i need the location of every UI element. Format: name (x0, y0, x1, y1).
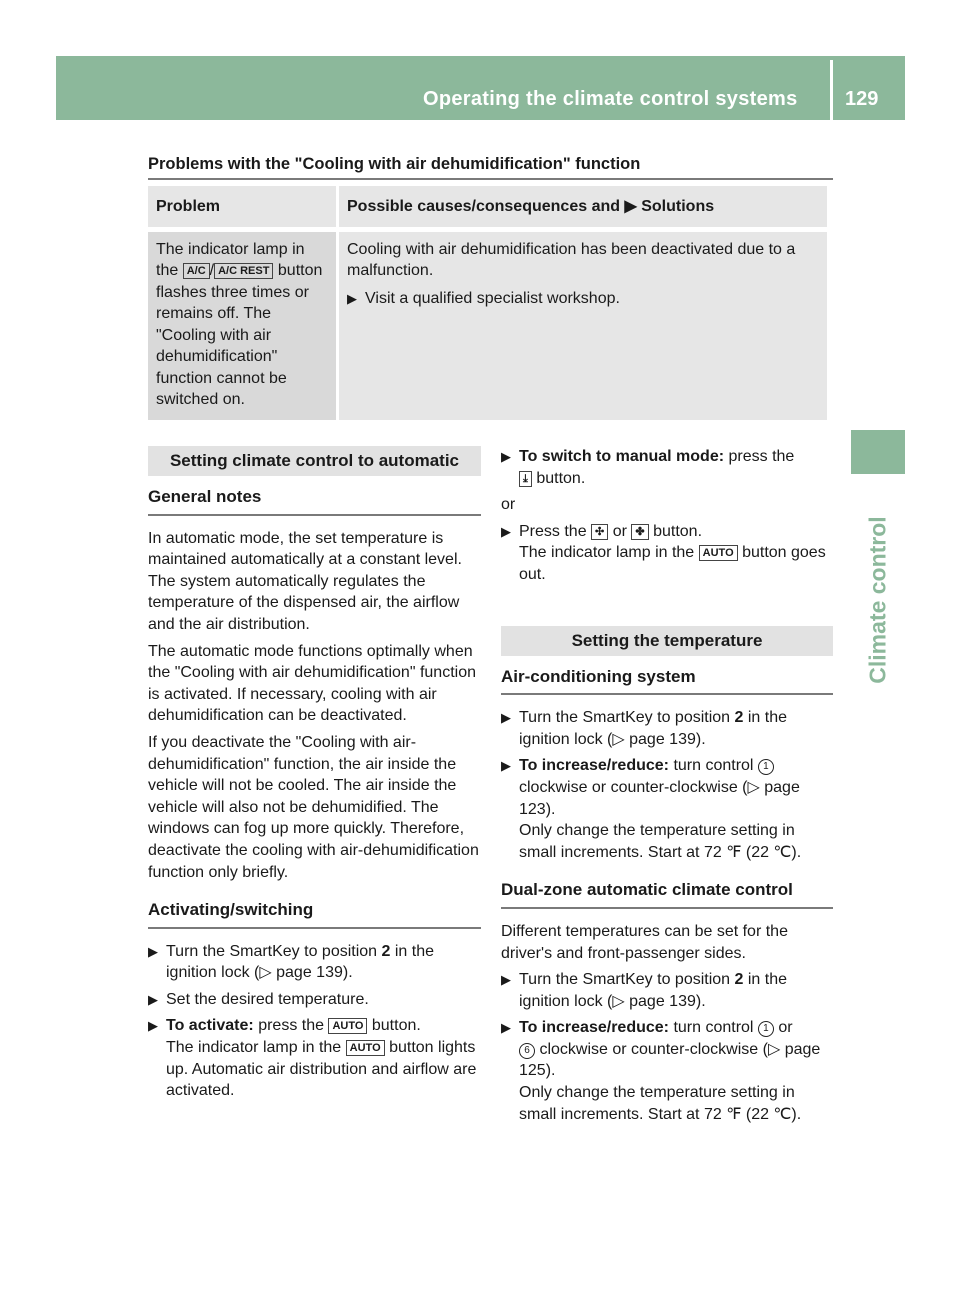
instruction-step (501, 1017, 833, 1125)
instruction-step (501, 521, 833, 586)
fan-high-button-icon: ✤ (631, 524, 648, 540)
section-band: Setting climate control to automatic (148, 446, 481, 476)
position-number: 2 (381, 942, 391, 960)
slash: / (209, 262, 215, 279)
col-header-solutions-text: Possible causes/consequences and (347, 198, 621, 215)
running-header: Operating the climate control systems (423, 88, 798, 110)
solution-text: Visit a qualified specialist workshop. (365, 289, 620, 307)
step-text: turn control (673, 757, 754, 775)
seat-airflow-button-icon: ⤓ (519, 471, 532, 487)
problem-line: switched on. (156, 391, 245, 408)
step-result: The indicator lamp in the (166, 1039, 342, 1057)
step-label: To switch to manual mode: (519, 448, 725, 465)
control-6-icon: 6 (519, 1043, 535, 1059)
page-number: 129 (845, 88, 879, 110)
step-text: button. (653, 522, 703, 540)
arrow-right-icon: ▶ (148, 991, 158, 1007)
step-text: turn control (673, 1019, 754, 1037)
auto-button-icon: AUTO (699, 545, 738, 561)
arrow-right-icon: ▶ (501, 758, 511, 774)
solution-cell (339, 232, 827, 420)
step-text: in the ignition lock (▷ page 139). (519, 709, 788, 748)
instruction-step (501, 755, 833, 863)
instruction-step (501, 707, 833, 750)
position-number: 2 (734, 709, 744, 727)
step-text: button. (371, 1017, 421, 1035)
step-text: clockwise or counter-clockwise (▷ page 123). (519, 778, 800, 818)
paragraph: If you deactivate the "Cooling with air-dehumidification" function, the air inside the vehicle will not be cooled. The air inside the vehicle will also not be dehumidified. The windows can fog up more quickly. Therefore, deactivate the cooling with air-dehumidification function only briefly. (148, 733, 479, 881)
problem-line: function cannot be (156, 369, 287, 387)
arrow-right-icon: ▶ (501, 1020, 511, 1036)
problem-cell (148, 232, 336, 420)
paragraph: Different temperatures can be set for the driver's and front-passenger sides. (501, 922, 788, 962)
step-text: press the (258, 1017, 324, 1035)
control-1-icon: 1 (758, 759, 774, 775)
problem-table (145, 186, 830, 420)
col-header-problem: Problem (148, 186, 336, 232)
step-text: Press the (519, 522, 587, 540)
side-section-label: Climate control (864, 516, 891, 684)
instruction-step (501, 446, 833, 489)
section-band: Setting the temperature (501, 626, 833, 656)
side-tab (851, 430, 905, 474)
heading-air-conditioning: Air-conditioning system (501, 666, 833, 696)
problem-line: dehumidification" (156, 348, 278, 365)
heading-general-notes: General notes (148, 486, 481, 516)
problem-line: "Cooling with air (156, 326, 272, 344)
step-text: or (778, 1019, 793, 1037)
control-1-icon: 1 (758, 1021, 774, 1037)
solution-step (347, 288, 819, 310)
auto-button-icon: AUTO (346, 1040, 385, 1056)
problem-line: button (277, 262, 323, 279)
position-number: 2 (734, 971, 744, 989)
step-label: To increase/reduce: (519, 1019, 669, 1037)
arrow-right-icon: ▶ (501, 449, 511, 464)
step-text: clockwise or counter-clockwise (▷ page 125). (519, 1040, 821, 1080)
step-text: Turn the SmartKey to position (519, 709, 731, 727)
step-note: Only change the temperature setting in small increments. Start at 72 ℉ (22 ℃). (519, 1084, 802, 1123)
arrow-right-icon: ▶ (501, 710, 511, 726)
step-result: button lights up. Automatic air distribution and airflow are activated. (166, 1039, 477, 1100)
problem-line: remains off. The (156, 305, 272, 322)
step-note: Only change the temperature setting in small increments. Start at 72 ℉ (22 ℃). (519, 822, 802, 861)
title-rule (148, 178, 833, 180)
col-header-solutions-label: Solutions (641, 198, 715, 215)
heading-activating: Activating/switching (148, 899, 481, 929)
step-text: button. (536, 469, 586, 487)
col-header-solutions (339, 186, 827, 232)
arrow-right-icon: ▶ (501, 972, 511, 988)
arrow-right-icon: ▶ (624, 198, 637, 215)
or-text: or (501, 496, 516, 514)
step-text: press the (728, 448, 795, 465)
instruction-step (501, 969, 833, 1012)
step-label: To activate: (166, 1017, 254, 1035)
step-text: or (612, 522, 627, 540)
arrow-right-icon: ▶ (347, 290, 357, 306)
instruction-step (148, 1015, 481, 1101)
instruction-step (148, 941, 481, 984)
ac-button-icon: A/C (183, 263, 210, 279)
step-result: The indicator lamp in the (519, 544, 695, 562)
auto-button-icon: AUTO (328, 1018, 367, 1034)
step-text: in the ignition lock (▷ page 139). (166, 942, 435, 982)
arrow-right-icon: ▶ (148, 943, 158, 959)
header-separator (830, 60, 833, 120)
step-text: in the ignition lock (▷ page 139). (519, 971, 788, 1010)
ac-rest-button-icon: A/C REST (214, 263, 273, 279)
left-column (148, 446, 481, 1107)
step-text: Turn the SmartKey to position (166, 942, 378, 960)
paragraph: In automatic mode, the set temperature is maintained automatically at a constant level. The system automatically regulates the temperature of the dispensed air, the airflow and the air distribution. (148, 529, 462, 633)
step-result: button goes out. (519, 544, 826, 583)
arrow-right-icon: ▶ (501, 523, 511, 539)
paragraph: The automatic mode functions optimally when the "Cooling with air dehumidification" function is activated. If necessary, cooling with air dehumidification can be deactivated. (148, 642, 476, 725)
heading-dual-zone: Dual-zone automatic climate control (501, 879, 833, 909)
step-text: Set the desired temperature. (166, 990, 369, 1008)
step-text: Turn the SmartKey to position (519, 971, 731, 989)
step-label: To increase/reduce: (519, 757, 669, 775)
instruction-step (148, 989, 481, 1011)
right-column (501, 446, 833, 1130)
problem-line: flashes three times or (156, 283, 309, 301)
problem-line: the (156, 262, 179, 279)
problem-line: The indicator lamp in (156, 240, 305, 258)
fan-low-button-icon: ✣ (591, 524, 608, 540)
arrow-right-icon: ▶ (148, 1018, 158, 1034)
section-title: Problems with the "Cooling with air dehumidification" function (148, 155, 641, 173)
cause-text: Cooling with air dehumidification has been deactivated due to a malfunction. (347, 240, 796, 279)
